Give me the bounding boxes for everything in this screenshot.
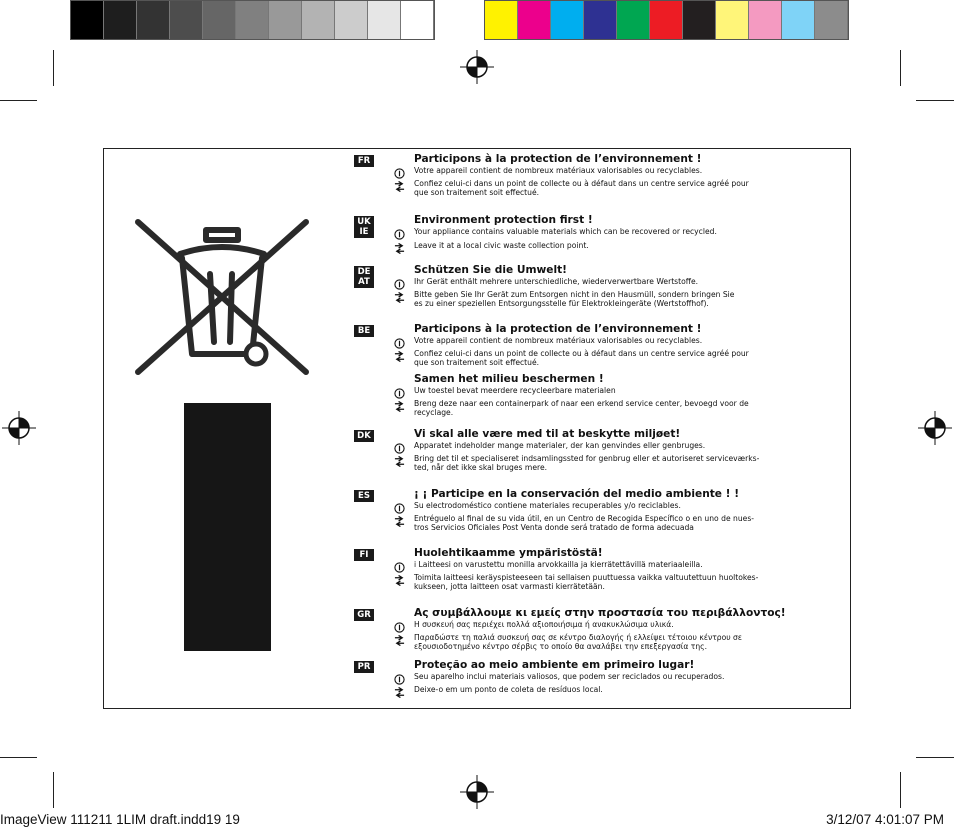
country-badge [354, 549, 374, 561]
instruction-text: Confiez celui-ci dans un point de collecte ou à défaut dans un centre service agréé pour [414, 349, 749, 358]
recycle-arrows-icon [394, 241, 405, 252]
color-swatch [335, 1, 368, 39]
recycle-arrows-icon [394, 573, 405, 584]
color-swatch [302, 1, 335, 39]
instruction-text: es zu einer speziellen Entsorgungsstelle für Elektrokleingeräte (Wertstoffhof). [414, 299, 709, 308]
color-swatch [401, 1, 434, 39]
recycle-arrows-icon [394, 399, 405, 410]
country-badge [354, 216, 374, 238]
info-icon [394, 620, 405, 631]
country-code: FI [359, 550, 369, 560]
country-code: IE [359, 227, 369, 237]
instruction-text: recyclage. [414, 408, 454, 417]
crop-mark [0, 757, 37, 758]
section-title: Schützen Sie die Umwelt! [414, 264, 567, 276]
crop-mark [53, 50, 54, 86]
info-text: Uw toestel bevat meerdere recycleerbare materialen [414, 386, 616, 395]
instruction-text: Deixe-o em um ponto de coleta de resíduos local. [414, 685, 603, 694]
registration-mark-icon [460, 50, 494, 84]
instruction-text: que son traitement soit effectué. [414, 358, 540, 367]
info-text: Ihr Gerät enthält mehrere unterschiedliche, wiederverwertbare Wertstoffe. [414, 277, 699, 286]
recycle-arrows-icon [394, 685, 405, 696]
section-title: Ας συμβάλλουμε κι εμείς στην προστασία του περιβάλλοντος! [414, 607, 786, 619]
registration-mark-icon [460, 775, 494, 809]
color-swatch [815, 1, 848, 39]
crop-mark [916, 757, 954, 758]
instruction-text: εξουσιοδοτημένο κέντρο σέρβις το οποίο θα αναλάβει την επεξεργασία της. [414, 642, 708, 651]
info-text: Seu aparelho inclui materiais valiosos, que podem ser reciclados ou recuperados. [414, 672, 725, 681]
country-badge [354, 609, 374, 621]
color-swatch [650, 1, 683, 39]
process-color-bar [484, 0, 849, 40]
country-code: PR [357, 662, 371, 672]
recycle-arrows-icon [394, 179, 405, 190]
color-swatch [137, 1, 170, 39]
info-icon [394, 227, 405, 238]
info-text: Apparatet indeholder mange materialer, der kan genvindes eller genbruges. [414, 441, 706, 450]
instruction-text: Entréguelo al final de su vida útil, en un Centro de Recogida Específico o en uno de nues- [414, 514, 755, 523]
footer-slug: ImageView 111211 1LIM draft.indd19 19 [0, 812, 240, 827]
info-icon [394, 672, 405, 683]
color-swatch [749, 1, 782, 39]
info-icon [394, 560, 405, 571]
instruction-text: Bitte geben Sie Ihr Gerät zum Entsorgen nicht in den Hausmüll, sondern bringen Sie [414, 290, 735, 299]
color-swatch [368, 1, 401, 39]
color-swatch [269, 1, 302, 39]
crop-mark [53, 772, 54, 808]
instruction-text: ted, når det ikke skal bruges mere. [414, 463, 548, 472]
section-title: Environment protection first ! [414, 214, 593, 226]
color-swatch [683, 1, 716, 39]
country-code: BE [357, 326, 371, 336]
crossed-bin-icon [128, 212, 316, 382]
country-code: GR [357, 610, 371, 620]
info-text: Su electrodoméstico contiene materiales recuperables y/o reciclables. [414, 501, 681, 510]
info-icon [394, 336, 405, 347]
grayscale-color-bar [70, 0, 435, 40]
country-code: AT [358, 277, 370, 287]
instruction-text: Toimita laitteesi keräyspisteeseen tai sellaisen puuttuessa vaikka valtuutettuun huoltokes- [414, 573, 759, 582]
crop-mark [900, 50, 901, 86]
info-text: i Laitteesi on varustettu monilla arvokkailla ja kierrätettävillä materiaaleilla. [414, 560, 703, 569]
country-badge [354, 155, 374, 167]
info-icon [394, 441, 405, 452]
country-code: FR [357, 156, 371, 166]
instruction-text: que son traitement soit effectué. [414, 188, 540, 197]
info-icon [394, 501, 405, 512]
info-text: Votre appareil contient de nombreux matériaux valorisables ou recyclables. [414, 166, 703, 175]
recycle-arrows-icon [394, 454, 405, 465]
instruction-text: Confiez celui-ci dans un point de collecte ou à défaut dans un centre service agréé pour [414, 179, 749, 188]
country-badge [354, 430, 374, 442]
recycle-arrows-icon [394, 349, 405, 360]
registration-mark-icon [918, 411, 952, 445]
recycle-arrows-icon [394, 633, 405, 644]
section-title: Vi skal alle være med til at beskytte miljøet! [414, 428, 681, 440]
country-badge [354, 266, 374, 288]
country-code: UK [357, 217, 371, 227]
color-swatch [170, 1, 203, 39]
color-swatch [203, 1, 236, 39]
info-text: Your appliance contains valuable materials which can be recovered or recycled. [414, 227, 717, 236]
instruction-text: Bring det til et specialiseret indsamlingssted for genbrug eller et autoriseret serviceværks- [414, 454, 760, 463]
section-title: Participons à la protection de l’environnement ! [414, 153, 702, 165]
country-badge [354, 325, 374, 337]
instruction-text: tros Servicios Oficiales Post Venta donde será tratado de forma adecuada [414, 523, 694, 532]
instruction-text: Παραδώστε τη παλιά συσκευή σας σε κέντρο διαλογής ή ελλείψει τέτοιου κέντρου σε [414, 633, 742, 642]
instruction-text: kukseen, jotta laitteen osat varmasti kierrätetään. [414, 582, 605, 591]
country-code: DE [357, 267, 371, 277]
color-swatch [71, 1, 104, 39]
section-title: Huolehtikaamme ympäristöstä! [414, 547, 603, 559]
instruction-text: Leave it at a local civic waste collection point. [414, 241, 589, 250]
recycle-arrows-icon [394, 514, 405, 525]
country-badge [354, 490, 374, 502]
registration-mark-icon [2, 411, 36, 445]
color-swatch [584, 1, 617, 39]
color-swatch [551, 1, 584, 39]
color-swatch [236, 1, 269, 39]
crop-mark [0, 100, 37, 101]
crop-mark [916, 100, 954, 101]
color-swatch [485, 1, 518, 39]
instruction-text: Breng deze naar een containerpark of naar een erkend service center, bevoegd voor de [414, 399, 749, 408]
section-title: Proteção ao meio ambiente em primeiro lugar! [414, 659, 695, 671]
info-text: Η συσκευή σας περιέχει πολλά αξιοποιήσιμα ή ανακυκλώσιμα υλικά. [414, 620, 674, 629]
footer-timestamp: 3/12/07 4:01:07 PM [826, 812, 944, 827]
section-title: ¡ ¡ Participe en la conservación del medio ambiente ! ! [414, 488, 740, 500]
info-icon [394, 166, 405, 177]
section-title: Participons à la protection de l’environnement ! [414, 323, 702, 335]
country-badge [354, 661, 374, 673]
recycle-arrows-icon [394, 290, 405, 301]
black-bar [184, 403, 271, 651]
color-swatch [716, 1, 749, 39]
info-icon [394, 386, 405, 397]
country-code: ES [358, 491, 370, 501]
country-code: DK [357, 431, 371, 441]
info-icon [394, 277, 405, 288]
color-swatch [104, 1, 137, 39]
info-text: Votre appareil contient de nombreux matériaux valorisables ou recyclables. [414, 336, 703, 345]
color-swatch [518, 1, 551, 39]
color-swatch [782, 1, 815, 39]
color-swatch [617, 1, 650, 39]
section-title: Samen het milieu beschermen ! [414, 373, 604, 385]
crop-mark [900, 772, 901, 808]
